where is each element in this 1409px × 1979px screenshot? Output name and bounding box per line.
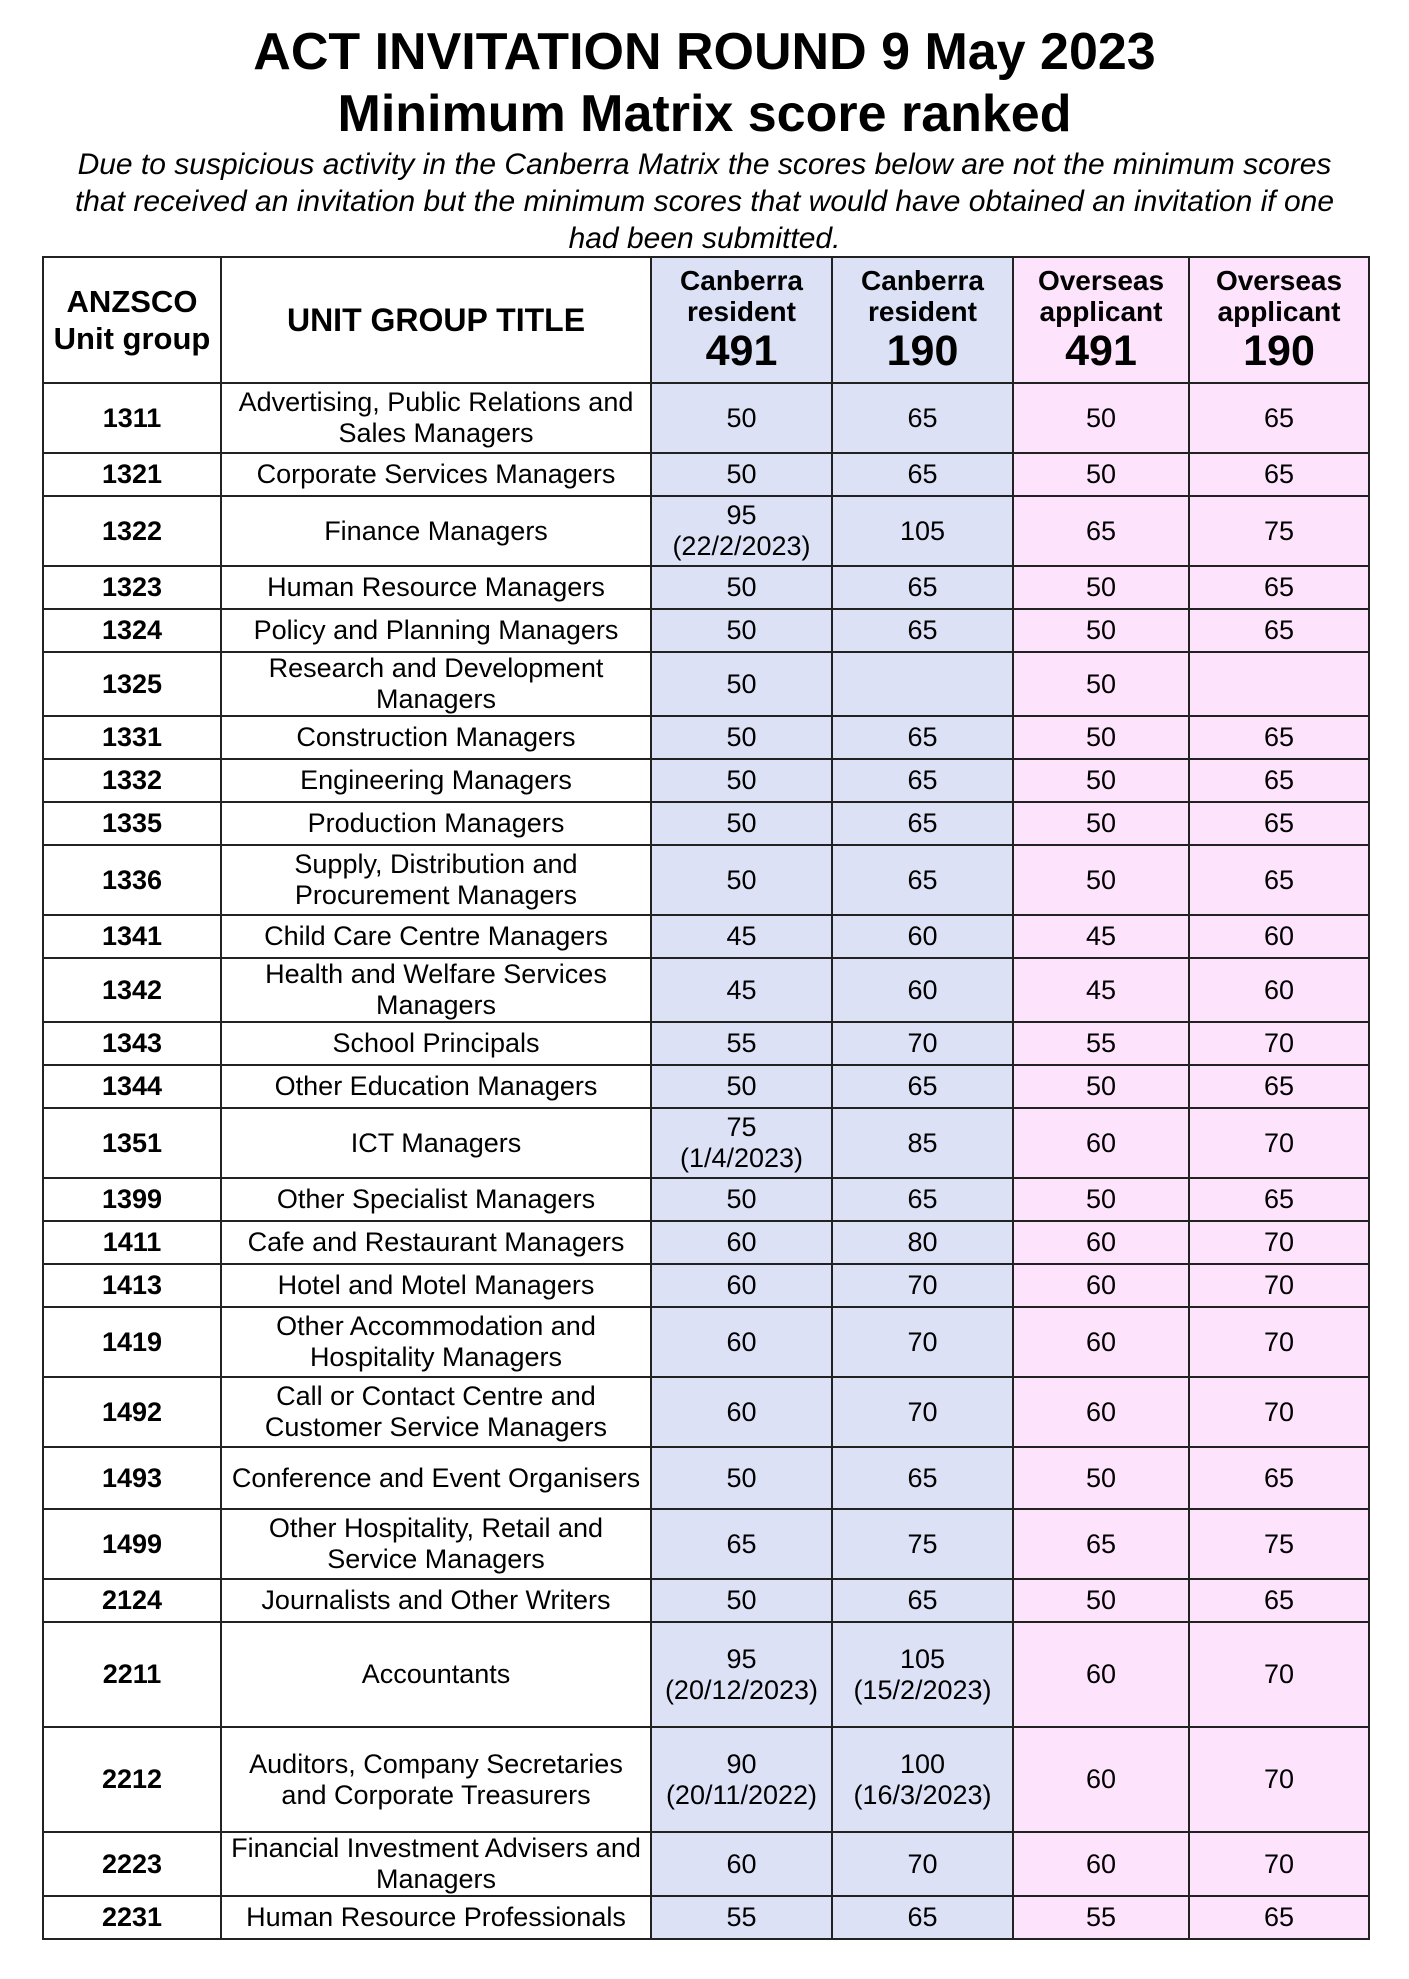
unit-group-title-cell: Auditors, Company Secretaries and Corporate Treasurers	[221, 1727, 651, 1832]
overseas-491-score-cell: 50	[1013, 566, 1189, 609]
overseas-491-score-cell: 60	[1013, 1108, 1189, 1178]
table-row	[43, 915, 1369, 958]
overseas-491-score-cell: 60	[1013, 1727, 1189, 1832]
score-value: 95	[726, 500, 757, 530]
overseas-190-score-cell: 60	[1189, 915, 1369, 958]
unit-group-title-cell: Conference and Event Organisers	[221, 1447, 651, 1509]
table-row	[43, 609, 1369, 652]
header-unit-group-title: UNIT GROUP TITLE	[221, 257, 651, 383]
overseas-190-score-cell: 60	[1189, 958, 1369, 1022]
table-row	[43, 1108, 1369, 1178]
score-value: 90	[726, 1748, 757, 1779]
anzsco-code-cell: 1413	[43, 1264, 221, 1307]
unit-group-title-cell: Supply, Distribution and Procurement Managers	[221, 845, 651, 915]
canberra-491-score-cell: 55	[651, 1022, 832, 1065]
canberra-190-score-cell: 65	[832, 453, 1013, 496]
overseas-491-score-cell: 45	[1013, 915, 1189, 958]
overseas-190-score-cell: 65	[1189, 383, 1369, 453]
canberra-491-score-cell: 60	[651, 1221, 832, 1264]
header-line: applicant	[1217, 296, 1341, 327]
canberra-190-score-cell: 65	[832, 566, 1013, 609]
overseas-491-score-cell: 50	[1013, 609, 1189, 652]
anzsco-code-cell: 1341	[43, 915, 221, 958]
anzsco-code-cell: 1351	[43, 1108, 221, 1178]
table-row	[43, 1307, 1369, 1377]
canberra-491-score-cell: 45	[651, 915, 832, 958]
overseas-491-score-cell: 65	[1013, 496, 1189, 566]
table-row	[43, 759, 1369, 802]
notice-text: Due to suspicious activity in the Canberra Matrix the scores below are not the minimum scores that received an invitation but the minimum scores that would have obtained an invitation if one had been submitted.	[74, 148, 1335, 255]
overseas-190-score-cell: 75	[1189, 1509, 1369, 1579]
anzsco-code-cell: 1322	[43, 496, 221, 566]
unit-group-title-cell: Research and Development Managers	[221, 652, 651, 716]
overseas-491-score-cell: 50	[1013, 383, 1189, 453]
canberra-190-score-cell: 70	[832, 1832, 1013, 1896]
canberra-190-score-cell: 65	[832, 759, 1013, 802]
anzsco-code-cell: 2211	[43, 1622, 221, 1727]
canberra-190-score-cell: 60	[832, 958, 1013, 1022]
canberra-190-score-cell: 75	[832, 1509, 1013, 1579]
overseas-190-score-cell: 70	[1189, 1264, 1369, 1307]
overseas-190-score-cell: 70	[1189, 1832, 1369, 1896]
overseas-491-score-cell: 60	[1013, 1832, 1189, 1896]
canberra-491-score-cell: 50	[651, 845, 832, 915]
anzsco-code-cell: 1343	[43, 1022, 221, 1065]
unit-group-title-cell: Accountants	[221, 1622, 651, 1727]
unit-group-title-cell: Other Education Managers	[221, 1065, 651, 1108]
anzsco-code-cell: 1499	[43, 1509, 221, 1579]
canberra-491-score-cell	[651, 496, 832, 566]
unit-group-title-cell: Advertising, Public Relations and Sales Managers	[221, 383, 651, 453]
canberra-190-score-cell: 65	[832, 1065, 1013, 1108]
anzsco-code-cell: 1342	[43, 958, 221, 1022]
canberra-491-score-cell	[651, 1622, 832, 1727]
header-line: resident	[687, 296, 796, 327]
canberra-190-score-cell: 85	[832, 1108, 1013, 1178]
overseas-491-score-cell: 55	[1013, 1896, 1189, 1939]
overseas-190-score-cell: 65	[1189, 759, 1369, 802]
invitation-date: (15/2/2023)	[853, 1674, 992, 1705]
overseas-491-score-cell: 50	[1013, 1065, 1189, 1108]
canberra-190-score-cell: 70	[832, 1022, 1013, 1065]
canberra-491-score-cell: 60	[651, 1307, 832, 1377]
unit-group-title-cell: Engineering Managers	[221, 759, 651, 802]
anzsco-code-cell: 1399	[43, 1178, 221, 1221]
overseas-491-score-cell: 60	[1013, 1264, 1189, 1307]
canberra-190-score-cell: 65	[832, 845, 1013, 915]
canberra-190-score-cell: 65	[832, 802, 1013, 845]
overseas-190-score-cell: 70	[1189, 1221, 1369, 1264]
invitation-date: (22/2/2023)	[672, 531, 811, 561]
unit-group-title-cell: Financial Investment Advisers and Managers	[221, 1832, 651, 1896]
overseas-491-score-cell: 60	[1013, 1377, 1189, 1447]
overseas-190-score-cell: 65	[1189, 802, 1369, 845]
overseas-491-score-cell: 50	[1013, 1447, 1189, 1509]
overseas-190-score-cell: 70	[1189, 1108, 1369, 1178]
header-overseas-491	[1013, 257, 1189, 383]
canberra-190-score-cell: 65	[832, 383, 1013, 453]
table-row	[43, 1065, 1369, 1108]
page-subtitle: Minimum Matrix score ranked	[337, 85, 1072, 143]
unit-group-title-cell: Policy and Planning Managers	[221, 609, 651, 652]
table-row	[43, 1264, 1369, 1307]
overseas-190-score-cell: 70	[1189, 1377, 1369, 1447]
header-line: resident	[868, 296, 977, 327]
overseas-190-score-cell: 65	[1189, 609, 1369, 652]
canberra-190-score-cell: 70	[832, 1377, 1013, 1447]
canberra-190-score-cell: 105	[832, 496, 1013, 566]
unit-group-title-cell: Corporate Services Managers	[221, 453, 651, 496]
unit-group-title-cell: Construction Managers	[221, 716, 651, 759]
unit-group-title-cell: Human Resource Managers	[221, 566, 651, 609]
anzsco-code-cell: 1493	[43, 1447, 221, 1509]
header-visa-number: 491	[705, 327, 778, 375]
table-row	[43, 1377, 1369, 1447]
unit-group-title-cell: ICT Managers	[221, 1108, 651, 1178]
header-canberra-491	[651, 257, 832, 383]
overseas-491-score-cell: 50	[1013, 716, 1189, 759]
overseas-491-score-cell: 50	[1013, 1178, 1189, 1221]
canberra-491-score-cell: 55	[651, 1896, 832, 1939]
overseas-491-score-cell: 50	[1013, 652, 1189, 716]
unit-group-title-cell: Other Accommodation and Hospitality Managers	[221, 1307, 651, 1377]
unit-group-title-cell: Production Managers	[221, 802, 651, 845]
table-row	[43, 1832, 1369, 1896]
overseas-190-score-cell: 65	[1189, 1065, 1369, 1108]
table-row	[43, 1579, 1369, 1622]
overseas-190-score-cell: 65	[1189, 1579, 1369, 1622]
canberra-491-score-cell	[651, 1108, 832, 1178]
overseas-491-score-cell: 60	[1013, 1622, 1189, 1727]
scores-table	[42, 256, 1370, 1940]
canberra-491-score-cell	[651, 1727, 832, 1832]
header-canberra-190	[832, 257, 1013, 383]
canberra-491-score-cell: 50	[651, 566, 832, 609]
anzsco-code-cell: 1311	[43, 383, 221, 453]
canberra-491-score-cell: 50	[651, 1579, 832, 1622]
table-row	[43, 1727, 1369, 1832]
table-row	[43, 958, 1369, 1022]
page-title: ACT INVITATION ROUND 9 May 2023	[253, 23, 1156, 81]
overseas-491-score-cell: 50	[1013, 802, 1189, 845]
score-value: 75	[726, 1112, 757, 1142]
overseas-491-score-cell: 60	[1013, 1221, 1189, 1264]
table-row	[43, 652, 1369, 716]
canberra-491-score-cell: 50	[651, 1178, 832, 1221]
anzsco-code-cell: 1332	[43, 759, 221, 802]
overseas-491-score-cell: 55	[1013, 1022, 1189, 1065]
unit-group-title-cell: School Principals	[221, 1022, 651, 1065]
overseas-491-score-cell: 50	[1013, 453, 1189, 496]
score-value: 100	[899, 1748, 946, 1779]
canberra-491-score-cell: 60	[651, 1264, 832, 1307]
anzsco-code-cell: 1492	[43, 1377, 221, 1447]
header-visa-number: 491	[1065, 327, 1137, 375]
overseas-190-score-cell: 65	[1189, 716, 1369, 759]
table-row	[43, 1509, 1369, 1579]
table-row	[43, 802, 1369, 845]
anzsco-code-cell: 1335	[43, 802, 221, 845]
overseas-491-score-cell: 60	[1013, 1307, 1189, 1377]
invitation-date: (20/12/2023)	[664, 1674, 819, 1705]
header-anzsco-code: ANZSCO Unit group	[43, 257, 221, 383]
header-overseas-190	[1189, 257, 1369, 383]
invitation-date: (20/11/2022)	[665, 1779, 818, 1810]
anzsco-code-cell: 1324	[43, 609, 221, 652]
header-line: Overseas	[1215, 265, 1343, 296]
table-row	[43, 566, 1369, 609]
canberra-491-score-cell: 50	[651, 383, 832, 453]
canberra-491-score-cell: 50	[651, 652, 832, 716]
overseas-190-score-cell: 70	[1189, 1307, 1369, 1377]
overseas-190-score-cell: 65	[1189, 1447, 1369, 1509]
header-line: Canberra	[861, 265, 984, 296]
overseas-190-score-cell: 75	[1189, 496, 1369, 566]
invitation-date: (16/3/2023)	[853, 1779, 992, 1810]
unit-group-title-cell: Child Care Centre Managers	[221, 915, 651, 958]
table-row	[43, 383, 1369, 453]
overseas-190-score-cell: 65	[1189, 1178, 1369, 1221]
canberra-190-score-cell: 65	[832, 1447, 1013, 1509]
unit-group-title-cell: Human Resource Professionals	[221, 1896, 651, 1939]
canberra-190-score-cell	[832, 652, 1013, 716]
table-row	[43, 1896, 1369, 1939]
table-row	[43, 1178, 1369, 1221]
overseas-491-score-cell: 50	[1013, 845, 1189, 915]
header-line: Canberra	[680, 265, 803, 296]
overseas-491-score-cell: 50	[1013, 759, 1189, 802]
canberra-491-score-cell: 50	[651, 1065, 832, 1108]
canberra-190-score-cell: 65	[832, 609, 1013, 652]
header-row	[43, 257, 1369, 383]
overseas-491-score-cell: 50	[1013, 1579, 1189, 1622]
overseas-190-score-cell: 65	[1189, 566, 1369, 609]
overseas-190-score-cell: 70	[1189, 1727, 1369, 1832]
canberra-491-score-cell: 50	[651, 1447, 832, 1509]
overseas-190-score-cell: 65	[1189, 453, 1369, 496]
overseas-190-score-cell	[1189, 652, 1369, 716]
header-visa-number: 190	[1243, 327, 1315, 375]
overseas-491-score-cell: 45	[1013, 958, 1189, 1022]
canberra-491-score-cell: 50	[651, 609, 832, 652]
unit-group-title-cell: Hotel and Motel Managers	[221, 1264, 651, 1307]
canberra-491-score-cell: 50	[651, 453, 832, 496]
header-visa-number: 190	[886, 327, 959, 375]
unit-group-title-cell: Other Specialist Managers	[221, 1178, 651, 1221]
canberra-491-score-cell: 60	[651, 1832, 832, 1896]
canberra-491-score-cell: 65	[651, 1509, 832, 1579]
score-value: 95	[726, 1643, 757, 1674]
canberra-491-score-cell: 45	[651, 958, 832, 1022]
table-row	[43, 496, 1369, 566]
anzsco-code-cell: 1411	[43, 1221, 221, 1264]
anzsco-code-cell: 2124	[43, 1579, 221, 1622]
canberra-190-score-cell: 70	[832, 1264, 1013, 1307]
unit-group-title-cell: Other Hospitality, Retail and Service Managers	[221, 1509, 651, 1579]
anzsco-code-cell: 1325	[43, 652, 221, 716]
invitation-date: (1/4/2023)	[679, 1143, 804, 1173]
table-row	[43, 453, 1369, 496]
anzsco-code-cell: 2231	[43, 1896, 221, 1939]
table-row	[43, 716, 1369, 759]
canberra-491-score-cell: 50	[651, 716, 832, 759]
score-value: 105	[899, 1643, 946, 1674]
canberra-190-score-cell: 65	[832, 1178, 1013, 1221]
canberra-190-score-cell: 65	[832, 1896, 1013, 1939]
overseas-190-score-cell: 65	[1189, 845, 1369, 915]
canberra-190-score-cell: 65	[832, 716, 1013, 759]
overseas-190-score-cell: 70	[1189, 1022, 1369, 1065]
canberra-491-score-cell: 50	[651, 759, 832, 802]
canberra-190-score-cell: 80	[832, 1221, 1013, 1264]
canberra-190-score-cell: 65	[832, 1579, 1013, 1622]
unit-group-title-cell: Finance Managers	[221, 496, 651, 566]
unit-group-title-cell: Cafe and Restaurant Managers	[221, 1221, 651, 1264]
canberra-190-score-cell: 70	[832, 1307, 1013, 1377]
table-row	[43, 1022, 1369, 1065]
unit-group-title-cell: Call or Contact Centre and Customer Service Managers	[221, 1377, 651, 1447]
table-row	[43, 1447, 1369, 1509]
unit-group-title-cell: Health and Welfare Services Managers	[221, 958, 651, 1022]
canberra-190-score-cell	[832, 1622, 1013, 1727]
table-row	[43, 1622, 1369, 1727]
canberra-190-score-cell: 60	[832, 915, 1013, 958]
anzsco-code-cell: 1419	[43, 1307, 221, 1377]
unit-group-title-cell: Journalists and Other Writers	[221, 1579, 651, 1622]
anzsco-code-cell: 1323	[43, 566, 221, 609]
anzsco-code-cell: 1331	[43, 716, 221, 759]
header-line: Overseas	[1037, 265, 1165, 296]
canberra-190-score-cell	[832, 1727, 1013, 1832]
table-row	[43, 845, 1369, 915]
canberra-491-score-cell: 60	[651, 1377, 832, 1447]
anzsco-code-cell: 1336	[43, 845, 221, 915]
anzsco-code-cell: 1321	[43, 453, 221, 496]
canberra-491-score-cell: 50	[651, 802, 832, 845]
overseas-190-score-cell: 65	[1189, 1896, 1369, 1939]
anzsco-code-cell: 2223	[43, 1832, 221, 1896]
overseas-190-score-cell: 70	[1189, 1622, 1369, 1727]
header-line: applicant	[1039, 296, 1163, 327]
overseas-491-score-cell: 65	[1013, 1509, 1189, 1579]
anzsco-code-cell: 2212	[43, 1727, 221, 1832]
table-row	[43, 1221, 1369, 1264]
anzsco-code-cell: 1344	[43, 1065, 221, 1108]
